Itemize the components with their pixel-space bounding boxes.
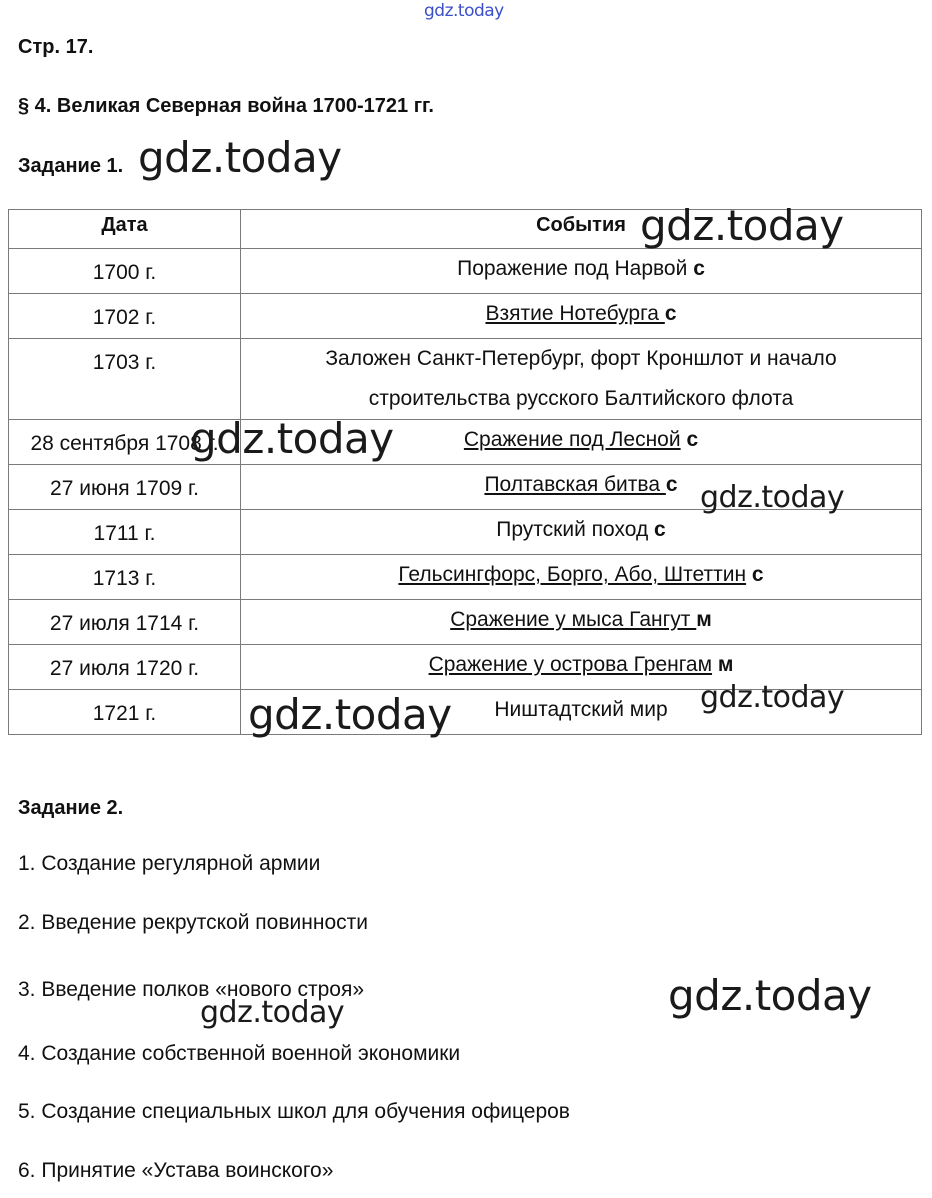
row-date: 28 сентября 1708 г. — [9, 420, 241, 465]
table-row — [9, 420, 922, 465]
event-mark: м — [717, 653, 734, 676]
row-date: 1700 г. — [9, 249, 241, 294]
event-column-header: События — [241, 210, 922, 249]
row-event — [241, 510, 922, 555]
row-date: 27 июня 1709 г. — [9, 465, 241, 510]
row-date: 27 июля 1720 г. — [9, 645, 241, 690]
event-text: Прутский поход — [496, 518, 649, 541]
row-event — [241, 555, 922, 600]
watermark: gdz.today — [138, 133, 342, 182]
table-row — [9, 339, 922, 420]
event-mark: с — [665, 473, 678, 496]
event-text: Сражение у мыса Гангут — [450, 608, 697, 631]
event-mark: с — [686, 428, 699, 451]
task2-title: Задание 2. — [18, 797, 124, 819]
event-mark: м — [696, 608, 712, 631]
task1-title: Задание 1. — [18, 155, 124, 177]
page-number: Стр. 17. — [18, 36, 94, 58]
event-mark: с — [693, 257, 705, 280]
row-date: 27 июля 1714 г. — [9, 600, 241, 645]
event-text: Полтавская битва — [484, 473, 666, 496]
event-text: Взятие Нотебурга — [485, 302, 665, 325]
watermark: gdz.today — [248, 690, 452, 739]
row-event — [241, 339, 922, 420]
table-row — [9, 600, 922, 645]
row-event — [241, 294, 922, 339]
watermark: gdz.today — [190, 414, 394, 463]
events-table — [8, 209, 922, 739]
row-date: 1713 г. — [9, 555, 241, 600]
list-item: 2. Введение рекрутской повинности — [18, 911, 368, 934]
row-date: 1711 г. — [9, 510, 241, 555]
event-text: Поражение под Нарвой — [457, 257, 688, 280]
watermark-top: gdz.today — [424, 1, 504, 21]
event-text: Сражение под Лесной — [463, 428, 681, 451]
list-item: 3. Введение полков «нового строя» — [18, 978, 364, 1001]
table-row — [9, 510, 922, 555]
list-item: 4. Создание собственной военной экономики — [18, 1042, 461, 1065]
event-mark: с — [751, 563, 764, 586]
table-row — [9, 555, 922, 600]
list-item: 6. Принятие «Устава воинского» — [18, 1159, 334, 1182]
watermark: gdz.today — [640, 201, 844, 250]
row-date: 1721 г. — [9, 690, 241, 735]
section-title: § 4. Великая Северная война 1700-1721 гг. — [18, 95, 434, 117]
watermark: gdz.today — [700, 680, 845, 715]
row-date: 1703 г. — [9, 339, 241, 420]
event-mark: с — [654, 518, 666, 541]
watermark: gdz.today — [200, 995, 345, 1030]
list-item: 1. Создание регулярной армии — [18, 852, 321, 875]
event-text: Сражение у острова Гренгам — [428, 653, 713, 676]
date-column-header: Дата — [9, 210, 241, 249]
list-item: 5. Создание специальных школ для обучения офицеров — [18, 1100, 570, 1123]
watermark: gdz.today — [700, 480, 845, 515]
event-text: Заложен Санкт-Петербург, форт Кроншлот и начало строительства русского Балтийского флота — [325, 347, 837, 410]
event-mark: с — [664, 302, 677, 325]
row-event — [241, 600, 922, 645]
table-row — [9, 249, 922, 294]
row-date: 1702 г. — [9, 294, 241, 339]
event-text: Гельсингфорс, Борго, Або, Штеттин — [398, 563, 747, 586]
row-event — [241, 249, 922, 294]
table-row — [9, 294, 922, 339]
event-text: Ништадтский мир — [494, 698, 668, 721]
watermark: gdz.today — [668, 971, 872, 1020]
